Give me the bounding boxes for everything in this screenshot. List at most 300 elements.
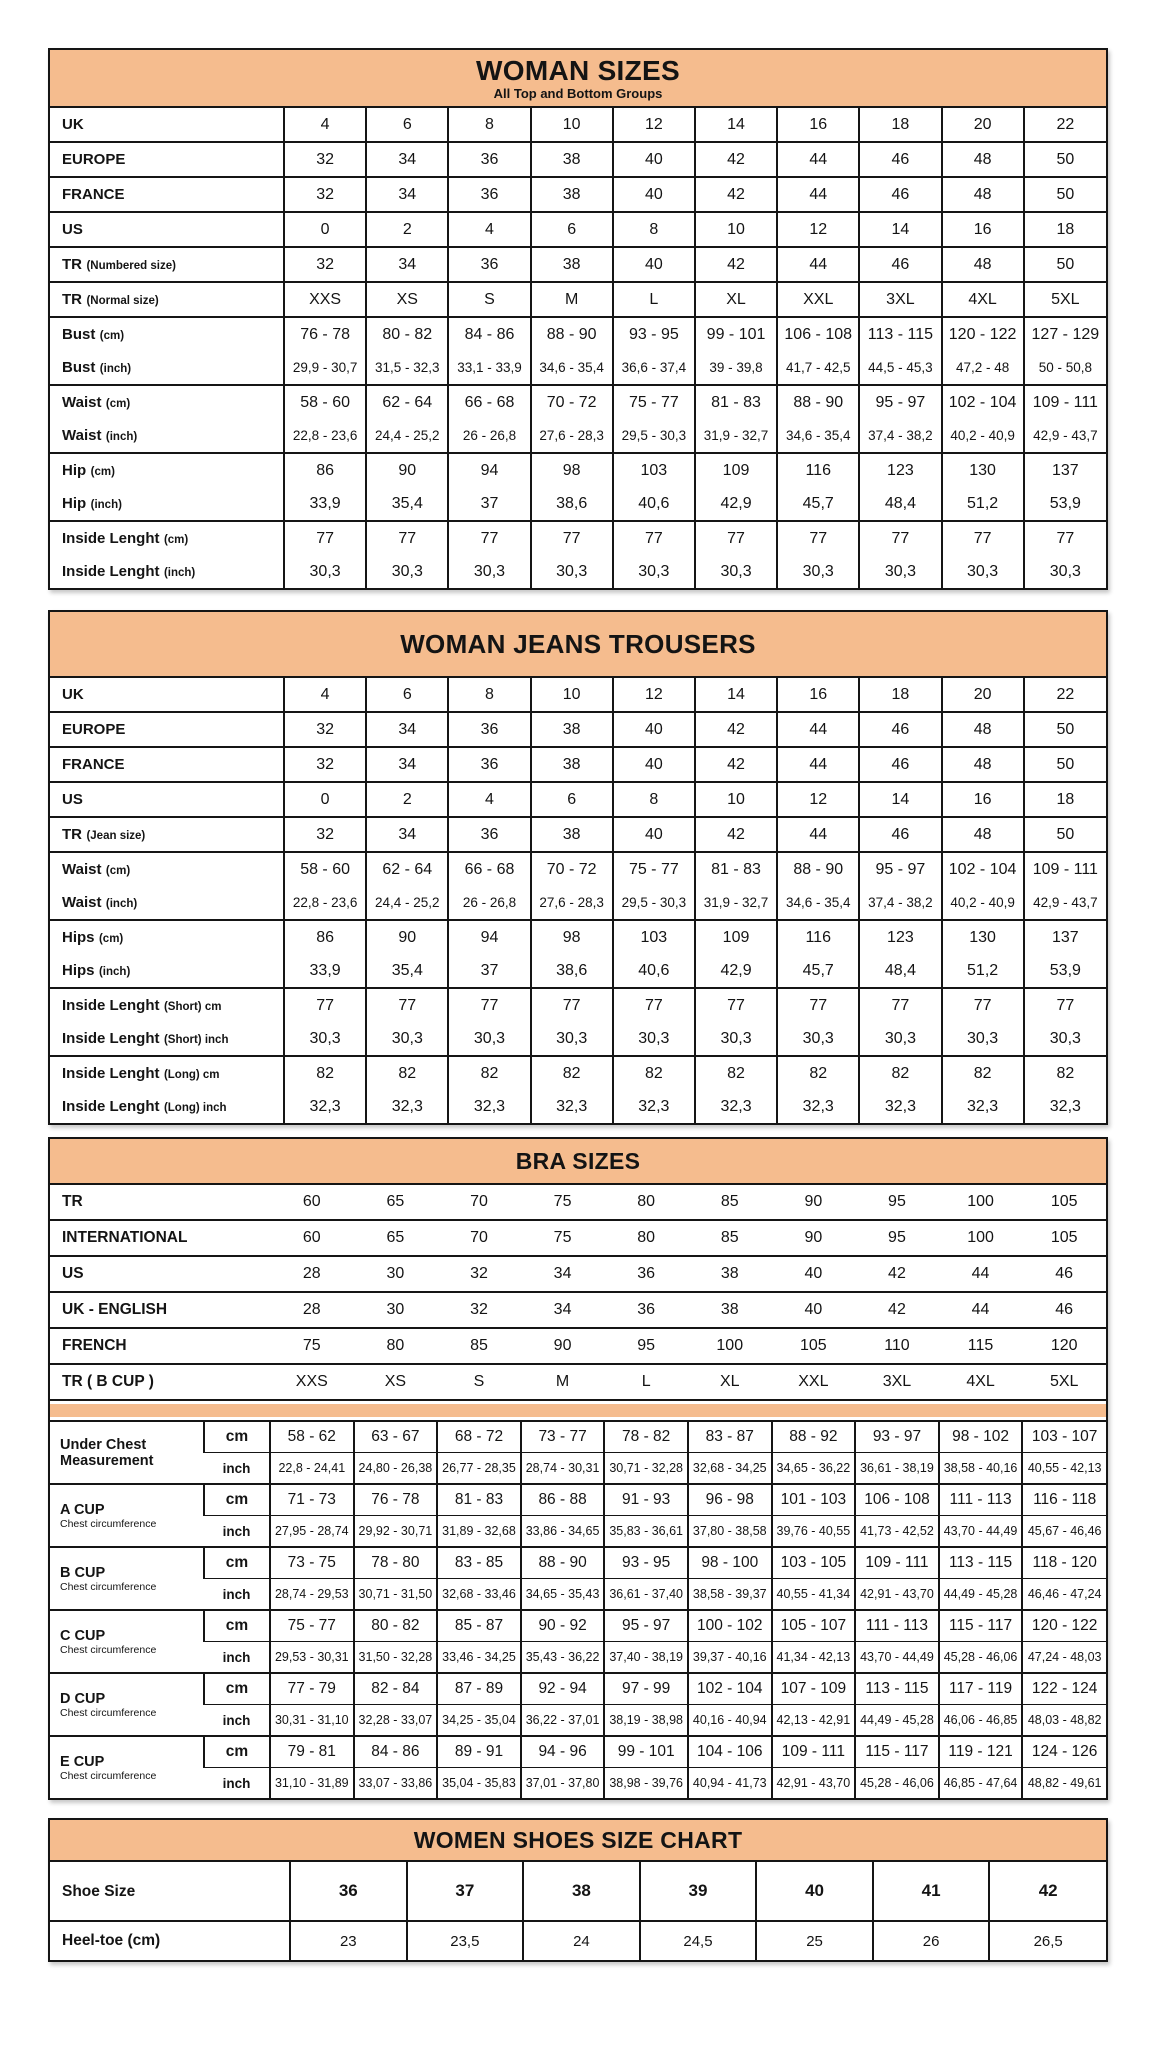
table-row (50, 817, 1106, 852)
unit-cell-cm: cm (204, 1736, 270, 1768)
size-cell: 66 - 68 (448, 385, 530, 419)
size-cell: 30,3 (695, 555, 777, 588)
size-cell: 90 (366, 453, 448, 487)
table-row (50, 282, 1106, 317)
size-cell: 38 (523, 1861, 640, 1921)
size-cell: 26 - 26,8 (448, 419, 530, 453)
row-label-unit: (inch) (99, 362, 132, 375)
row-label (50, 920, 284, 954)
cup-label (50, 1610, 204, 1673)
row-label-text: FRANCE (62, 185, 125, 203)
size-cell: 34,6 - 35,4 (777, 886, 859, 920)
size-cell: 81 - 83 (437, 1484, 521, 1516)
size-cell: 33,46 - 34,25 (437, 1642, 521, 1674)
size-cell: 87 - 89 (437, 1673, 521, 1705)
row-label-text: TR ( B CUP ) (62, 1373, 154, 1390)
size-cell: 53,9 (1024, 954, 1106, 988)
size-cell: 86 - 88 (521, 1484, 605, 1516)
size-cell: 16 (777, 107, 859, 142)
size-cell: 106 - 108 (777, 317, 859, 351)
size-cell: 120 - 122 (942, 317, 1024, 351)
size-cell: 18 (1024, 212, 1106, 247)
row-label (50, 782, 284, 817)
size-cell: 38 (531, 747, 613, 782)
woman-jeans-table (48, 610, 1108, 1125)
size-cell: 98 - 102 (939, 1421, 1023, 1453)
size-cell: 48,82 - 49,61 (1022, 1768, 1106, 1799)
size-cell: 8 (448, 107, 530, 142)
size-cell: 38 (531, 712, 613, 747)
size-cell: 116 (777, 920, 859, 954)
table-row (50, 782, 1106, 817)
size-cell: 31,9 - 32,7 (695, 886, 777, 920)
size-cell: 32,3 (1024, 1090, 1106, 1123)
size-cell: 100 - 102 (688, 1610, 772, 1642)
size-cell: 50 (1024, 747, 1106, 782)
size-cell: 27,6 - 28,3 (531, 419, 613, 453)
size-cell: 78 - 82 (604, 1421, 688, 1453)
row-label (50, 453, 284, 487)
size-cell: 95 - 97 (859, 385, 941, 419)
size-cell: XL (695, 282, 777, 317)
size-cell: 48,03 - 48,82 (1022, 1705, 1106, 1737)
size-cell: 120 - 122 (1022, 1610, 1106, 1642)
size-cell: 40 (613, 177, 695, 212)
woman-sizes-title: WOMAN SIZES (476, 55, 680, 86)
unit-cell-inch: inch (204, 1642, 270, 1674)
size-cell: 75 - 77 (613, 852, 695, 886)
cup-label (50, 1547, 204, 1610)
size-cell: 50 (1024, 142, 1106, 177)
size-cell: 40 (772, 1256, 856, 1292)
size-cell: 3XL (859, 282, 941, 317)
size-cell: 22 (1024, 107, 1106, 142)
row-label-text: Waist (62, 860, 102, 878)
size-cell: 100 (967, 1193, 994, 1210)
size-cell: 30,3 (366, 1022, 448, 1056)
size-cell: 4XL (942, 282, 1024, 317)
size-cell: 30,3 (1024, 1022, 1106, 1056)
size-cell: 37 (407, 1861, 524, 1921)
row-label (50, 487, 284, 521)
unit-cell-cm: cm (204, 1673, 270, 1705)
size-cell: 42 (695, 142, 777, 177)
size-cell: 40 (613, 817, 695, 852)
size-cell: 30,3 (531, 555, 613, 588)
table-row (50, 1220, 1106, 1256)
size-cell: 36 (448, 177, 530, 212)
size-cell: 46 (859, 817, 941, 852)
size-cell: 44 (777, 247, 859, 282)
shoes-header (50, 1820, 1106, 1860)
row-label-text: TR (62, 290, 82, 308)
row-label-unit: (Short) inch (163, 1033, 229, 1046)
size-cell: 4XL (939, 1364, 1023, 1400)
size-cell: 40,16 - 40,94 (688, 1705, 772, 1737)
table-row (50, 177, 1106, 212)
woman-jeans-title: WOMAN JEANS TROUSERS (400, 629, 756, 659)
size-cell: 32,68 - 33,46 (437, 1579, 521, 1611)
size-cell: 30,3 (284, 1022, 366, 1056)
size-cell: 90 (804, 1193, 823, 1210)
size-cell: 28 (270, 1292, 354, 1328)
size-cell: 95 - 97 (604, 1610, 688, 1642)
size-cell: 95 - 97 (859, 852, 941, 886)
unit-cell-cm: cm (204, 1610, 270, 1642)
size-cell: 62 - 64 (366, 852, 448, 886)
size-cell: 113 - 115 (939, 1547, 1023, 1579)
table-row (50, 1022, 1106, 1056)
table-row (50, 954, 1106, 988)
size-cell: 75 (521, 1220, 605, 1256)
size-cell: 31,89 - 32,68 (437, 1516, 521, 1548)
size-cell: 80 (604, 1220, 688, 1256)
size-cell: 130 (942, 453, 1024, 487)
size-cell: 124 - 126 (1022, 1736, 1106, 1768)
size-cell: 32 (284, 177, 366, 212)
size-cell: 88 - 90 (777, 852, 859, 886)
size-cell: 44 (777, 817, 859, 852)
unit-cell-cm: cm (204, 1421, 270, 1453)
size-cell: 37,01 - 37,80 (521, 1768, 605, 1799)
size-cell: 137 (1024, 920, 1106, 954)
table-row (50, 1768, 1106, 1799)
row-label-text: US (62, 790, 83, 808)
size-cell: 30,3 (613, 555, 695, 588)
size-cell: 32 (437, 1292, 521, 1328)
size-cell: 38,98 - 39,76 (604, 1768, 688, 1799)
size-cell: 50 - 50,8 (1024, 351, 1106, 385)
table-row (50, 1861, 1106, 1921)
size-cell: 40 (613, 247, 695, 282)
row-label-text: Waist (62, 426, 102, 444)
size-cell: 18 (1024, 782, 1106, 817)
row-label (50, 282, 284, 317)
row-label-text: Shoe Size (62, 1883, 136, 1900)
size-cell: 33,07 - 33,86 (354, 1768, 438, 1799)
size-cell: 105 (1022, 1220, 1106, 1256)
size-cell: 50 (1024, 247, 1106, 282)
size-cell: 40,2 - 40,9 (942, 886, 1024, 920)
size-cell: 33,86 - 34,65 (521, 1516, 605, 1548)
size-cell: 109 - 111 (1024, 852, 1106, 886)
size-cell: 38,19 - 38,98 (604, 1705, 688, 1737)
size-cell: 10 (695, 212, 777, 247)
size-cell: XS (366, 282, 448, 317)
cup-subtitle: Chest circumference (60, 1517, 157, 1530)
size-cell: 85 (720, 1193, 739, 1210)
row-label (50, 677, 284, 712)
size-cell: 40 (613, 712, 695, 747)
cup-name: A CUP (60, 1501, 105, 1518)
size-cell: 116 - 118 (1022, 1484, 1106, 1516)
size-cell: 30,71 - 31,50 (354, 1579, 438, 1611)
woman-sizes-subtitle: All Top and Bottom Groups (493, 86, 663, 101)
size-cell: 93 - 97 (855, 1421, 939, 1453)
size-cell: 3XL (855, 1364, 939, 1400)
row-label (50, 142, 284, 177)
size-cell: 29,53 - 30,31 (270, 1642, 354, 1674)
table-row (50, 521, 1106, 555)
cup-name: Under Chest Measurement (60, 1436, 154, 1469)
size-cell: 83 - 87 (688, 1421, 772, 1453)
size-cell: 40,6 (613, 954, 695, 988)
size-cell: 31,5 - 32,3 (366, 351, 448, 385)
size-cell: 115 - 117 (855, 1736, 939, 1768)
row-label (50, 1022, 284, 1056)
size-cell: 107 - 109 (772, 1673, 856, 1705)
size-cell: 42 (695, 712, 777, 747)
size-cell: 39,76 - 40,55 (772, 1516, 856, 1548)
size-cell: 38,6 (531, 954, 613, 988)
size-cell: 118 - 120 (1022, 1547, 1106, 1579)
size-cell: 70 - 72 (531, 385, 613, 419)
row-label (50, 555, 284, 588)
size-cell: 40,94 - 41,73 (688, 1768, 772, 1799)
size-cell: 34,65 - 36,22 (772, 1453, 856, 1485)
size-cell: 6 (366, 677, 448, 712)
size-cell: 6 (531, 782, 613, 817)
table-row (50, 886, 1106, 920)
size-cell: 73 - 77 (521, 1421, 605, 1453)
size-cell: 37,4 - 38,2 (859, 419, 941, 453)
row-label-text: US (62, 1265, 84, 1282)
size-cell: 58 - 62 (270, 1421, 354, 1453)
size-cell: 24,5 (640, 1921, 757, 1960)
size-cell: 43,70 - 44,49 (855, 1642, 939, 1674)
size-cell: 48,4 (859, 954, 941, 988)
size-cell: 94 (448, 920, 530, 954)
size-cell: 48,4 (859, 487, 941, 521)
size-cell: 119 - 121 (939, 1736, 1023, 1768)
size-cell: 32,3 (284, 1090, 366, 1123)
size-cell: 39 (640, 1861, 757, 1921)
size-cell: 36 (604, 1292, 688, 1328)
table-row (50, 1453, 1106, 1485)
size-cell: 85 (688, 1220, 772, 1256)
size-cell: 36,6 - 37,4 (613, 351, 695, 385)
size-cell: 40,6 (613, 487, 695, 521)
size-cell: 34,6 - 35,4 (777, 419, 859, 453)
row-label-unit: (cm) (90, 465, 115, 478)
size-cell: 58 - 60 (284, 385, 366, 419)
row-label-text: US (62, 220, 83, 238)
size-cell: 39 - 39,8 (695, 351, 777, 385)
size-cell: 80 (637, 1193, 656, 1210)
size-cell: 58 - 60 (284, 852, 366, 886)
size-cell: 36,22 - 37,01 (521, 1705, 605, 1737)
size-cell: 30,3 (531, 1022, 613, 1056)
size-cell: 30,3 (366, 555, 448, 588)
size-cell: 45,28 - 46,06 (855, 1768, 939, 1799)
size-cell: 75 - 77 (270, 1610, 354, 1642)
size-cell: 47,24 - 48,03 (1022, 1642, 1106, 1674)
woman-sizes-grid (50, 106, 1106, 588)
size-cell: 80 (354, 1328, 438, 1364)
table-row (50, 988, 1106, 1022)
size-cell: M (531, 282, 613, 317)
unit-cell-inch: inch (204, 1516, 270, 1548)
size-cell: XXL (772, 1364, 856, 1400)
row-label-unit: (inch) (98, 965, 131, 978)
row-label-unit: (Short) cm (163, 1000, 222, 1013)
size-cell: 32 (284, 142, 366, 177)
size-cell: 60 (302, 1193, 321, 1210)
size-cell: 0 (284, 212, 366, 247)
size-cell: 70 (470, 1193, 488, 1210)
size-cell: 10 (531, 677, 613, 712)
size-cell: 82 (366, 1056, 448, 1090)
bra-sizes-title: BRA SIZES (515, 1148, 641, 1174)
table-row (50, 351, 1106, 385)
size-cell: 34 (366, 177, 448, 212)
cup-subtitle: Chest circumference (60, 1643, 157, 1656)
size-cell: 95 (604, 1328, 688, 1364)
row-label (50, 247, 284, 282)
size-cell: 77 (366, 521, 448, 555)
table-row (50, 317, 1106, 351)
row-label-text: Hips (62, 961, 95, 979)
size-cell: 28 (270, 1256, 354, 1292)
size-cell: 79 - 81 (270, 1736, 354, 1768)
size-cell: 27,6 - 28,3 (531, 886, 613, 920)
size-cell: 31,10 - 31,89 (270, 1768, 354, 1799)
size-cell: 102 - 104 (688, 1673, 772, 1705)
size-cell: 12 (613, 677, 695, 712)
size-cell: 127 - 129 (1024, 317, 1106, 351)
size-cell: 24,4 - 25,2 (366, 886, 448, 920)
size-cell: 86 (284, 453, 366, 487)
size-cell: 38,6 (531, 487, 613, 521)
row-label-text: Inside Lenght (62, 1064, 160, 1082)
row-label-text: UK - ENGLISH (62, 1301, 168, 1318)
size-cell: 44 (939, 1256, 1023, 1292)
size-cell: 34,25 - 35,04 (437, 1705, 521, 1737)
table-row (50, 1292, 1106, 1328)
size-cell: 46 (1022, 1256, 1106, 1292)
size-cell: 32,3 (448, 1090, 530, 1123)
size-cell: 30,3 (448, 1022, 530, 1056)
size-cell: 123 (859, 453, 941, 487)
size-cell: 77 (284, 988, 366, 1022)
cup-name: D CUP (60, 1690, 106, 1707)
size-cell: 32,3 (695, 1090, 777, 1123)
size-cell: 37 (448, 487, 530, 521)
size-cell: 36 (448, 247, 530, 282)
size-cell: 40,55 - 41,34 (772, 1579, 856, 1611)
size-cell: L (613, 282, 695, 317)
table-row (50, 555, 1106, 588)
size-cell: 37,4 - 38,2 (859, 886, 941, 920)
size-cell: 122 - 124 (1022, 1673, 1106, 1705)
size-cell: 90 (521, 1328, 605, 1364)
woman-jeans-header (50, 612, 1106, 676)
row-label-text: Waist (62, 393, 102, 411)
size-cell: 137 (1024, 453, 1106, 487)
size-cell: 88 - 90 (777, 385, 859, 419)
size-cell: 16 (942, 212, 1024, 247)
size-cell: 115 (939, 1328, 1023, 1364)
size-cell: 116 (777, 453, 859, 487)
row-label-text: Inside Lenght (62, 996, 160, 1014)
size-cell: 46 (859, 712, 941, 747)
size-cell: 36 (448, 747, 530, 782)
size-cell: 29,92 - 30,71 (354, 1516, 438, 1548)
size-cell: 45,7 (777, 487, 859, 521)
cup-name: C CUP (60, 1627, 106, 1644)
cup-table-divider (50, 1404, 1106, 1417)
size-cell: 77 (1024, 521, 1106, 555)
bra-sizes-grid (50, 1183, 1106, 1401)
row-label (50, 419, 284, 453)
size-cell: 42,91 - 43,70 (855, 1579, 939, 1611)
size-cell: 34 (366, 747, 448, 782)
table-row (50, 212, 1106, 247)
size-cell: 73 - 75 (270, 1547, 354, 1579)
size-cell: 78 - 80 (354, 1547, 438, 1579)
table-row (50, 920, 1106, 954)
size-cell: 40 (613, 142, 695, 177)
size-cell: 34 (521, 1292, 605, 1328)
size-cell: S (437, 1364, 521, 1400)
size-cell: 22,8 - 23,6 (284, 419, 366, 453)
size-cell: 22,8 - 24,41 (270, 1453, 354, 1485)
size-cell: 30 (354, 1256, 438, 1292)
size-cell: 77 (777, 521, 859, 555)
table-row (50, 1256, 1106, 1292)
size-cell: 90 (772, 1220, 856, 1256)
table-row (50, 1364, 1106, 1400)
size-cell: 66 - 68 (448, 852, 530, 886)
size-cell: 80 - 82 (366, 317, 448, 351)
size-cell: 48 (942, 712, 1024, 747)
size-cell: 40,55 - 42,13 (1022, 1453, 1106, 1485)
size-cell: 30 (354, 1292, 438, 1328)
size-cell: 32 (284, 747, 366, 782)
size-cell: 46 (859, 142, 941, 177)
size-cell: 62 - 64 (366, 385, 448, 419)
cup-label (50, 1736, 204, 1798)
size-cell: 77 (942, 988, 1024, 1022)
size-cell: 77 (531, 988, 613, 1022)
size-cell: 14 (859, 212, 941, 247)
size-cell: 2 (366, 212, 448, 247)
size-cell: 37,40 - 38,19 (604, 1642, 688, 1674)
size-cell: 88 - 92 (772, 1421, 856, 1453)
unit-cell-inch: inch (204, 1579, 270, 1611)
size-cell: 80 - 82 (354, 1610, 438, 1642)
size-cell: 88 - 90 (521, 1547, 605, 1579)
size-cell: 75 (553, 1193, 572, 1210)
size-cell: 94 - 96 (521, 1736, 605, 1768)
row-label-unit: (cm) (99, 329, 125, 342)
size-cell: 48 (942, 817, 1024, 852)
size-cell: 77 (613, 988, 695, 1022)
size-cell: 30,3 (859, 555, 941, 588)
size-cell: 81 - 83 (695, 385, 777, 419)
size-cell: 32,3 (366, 1090, 448, 1123)
size-cell: 109 - 111 (855, 1547, 939, 1579)
size-cell: 77 - 79 (270, 1673, 354, 1705)
size-cell: 38 (531, 177, 613, 212)
row-label (50, 1292, 270, 1328)
size-cell: 65 (354, 1220, 438, 1256)
size-cell: 8 (613, 212, 695, 247)
size-cell: 100 (688, 1328, 772, 1364)
size-cell: 40 (756, 1861, 873, 1921)
size-cell: 42,13 - 42,91 (772, 1705, 856, 1737)
row-label-text: Hip (62, 461, 87, 479)
